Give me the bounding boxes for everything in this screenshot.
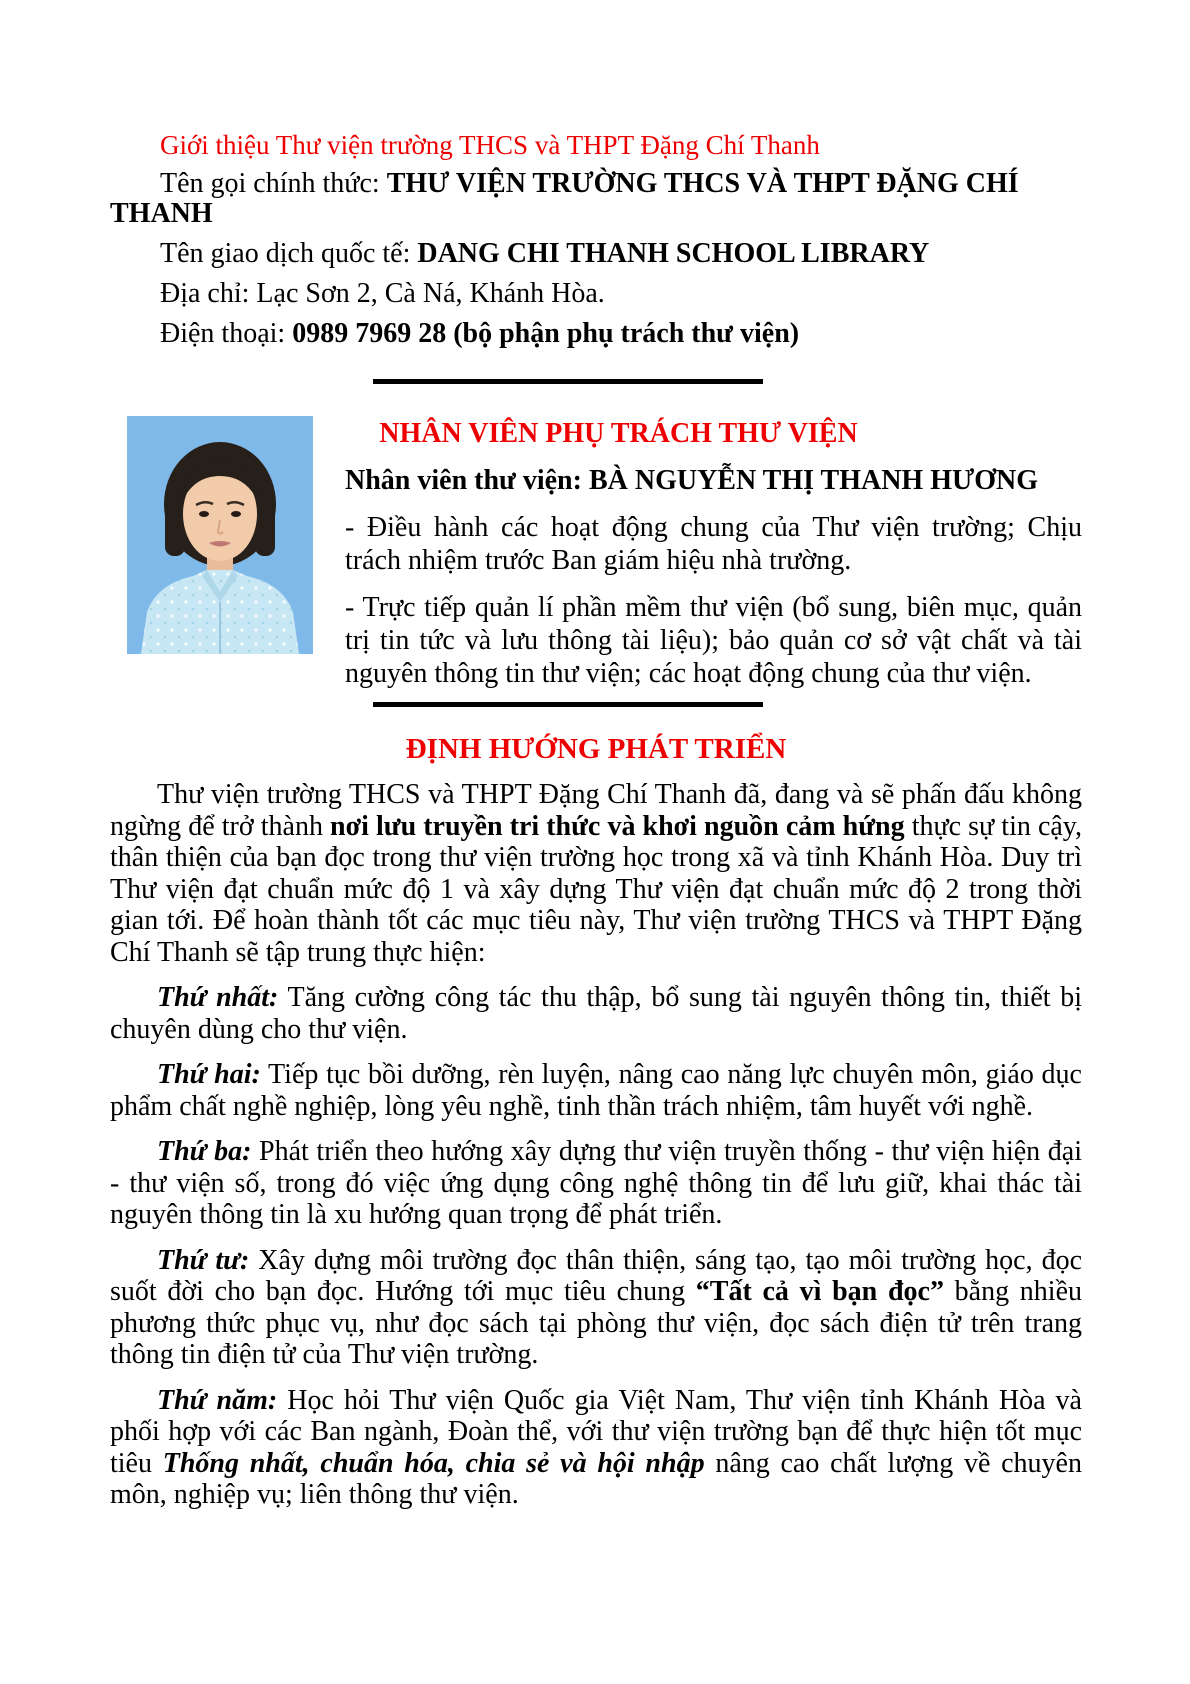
intro-part-bold: nơi lưu truyền tri thức và khơi nguồn cảm hứng — [330, 810, 905, 842]
staff-portrait-photo — [127, 416, 313, 654]
item-text: Tiếp tục bồi dưỡng, rèn luyện, nâng cao năng lực chuyên môn, giáo dục phẩm chất nghề nghiệp, lòng yêu nghề, tinh thần trách nhiệm, tâm huyết với nghề. — [110, 1059, 1082, 1122]
development-intro-paragraph — [110, 779, 1082, 968]
duty-item: - Trực tiếp quản lí phần mềm thư viện (bổ sung, biên mục, quản trị tin tức và lưu thông tài liệu); bảo quản cơ sở vật chất và tài nguyên thông tin thư viện; các hoạt động chung của thư viện. — [345, 592, 1082, 689]
staff-section-heading: NHÂN VIÊN PHỤ TRÁCH THƯ VIỆN — [379, 418, 858, 449]
address-label: Địa chỉ: — [160, 278, 257, 309]
item-lead: Thứ năm: — [157, 1384, 278, 1416]
development-item-3 — [110, 1136, 1082, 1231]
international-name-value: DANG CHI THANH SCHOOL LIBRARY — [417, 238, 930, 269]
intro-part: thực sự tin cậy, thân thiện của bạn đọc trong thư viện trường học trong xã và tỉnh Khánh Hòa. Duy trì Thư viện đạt chuẩn mức độ 1 và xây dựng Thư viện đạt chuẩn mức độ 2 trong thời gian tới. Để hoàn thành tốt các mục tiêu này, Thư viện trường THCS và THPT Đặng Chí Thanh sẽ tập trung thực hiện: — [110, 810, 1082, 968]
phone-value: 0989 7969 28 (bộ phận phụ trách thư viện) — [292, 318, 800, 349]
address-value: Lạc Sơn 2, Cà Ná, Khánh Hòa. — [256, 278, 605, 309]
development-section-heading: ĐỊNH HƯỚNG PHÁT TRIỂN — [405, 733, 787, 765]
official-name-line — [110, 169, 1082, 229]
section-divider — [373, 379, 763, 384]
international-name-label: Tên giao dịch quốc tế: — [160, 238, 418, 269]
phone-line — [110, 319, 1082, 349]
international-name-line — [110, 239, 1082, 269]
item-lead: Thứ tư: — [157, 1244, 250, 1276]
duty-item: - Điều hành các hoạt động chung của Thư viện trường; Chịu trách nhiệm trước Ban giám hiệu nhà trường. — [345, 512, 1082, 576]
official-name-value: THƯ VIỆN TRƯỜNG THCS VÀ THPT ĐẶNG CHÍ THANH — [110, 168, 1019, 229]
development-item-5 — [110, 1385, 1082, 1511]
official-name-label: Tên gọi chính thức: — [160, 168, 387, 199]
intro-title: Giới thiệu Thư viện trường THCS và THPT Đặng Chí Thanh — [160, 130, 820, 160]
item-lead: Thứ hai: — [157, 1059, 261, 1090]
item-text: Học hỏi Thư viện Quốc gia Việt Nam, Thư viện tỉnh Khánh Hòa và phối hợp với các Ban ngành, Đoàn thể, với thư viện trường bạn để thực hiện tốt mục tiêu — [110, 1384, 1082, 1479]
item-lead: Thứ ba: — [157, 1136, 252, 1167]
section-divider — [373, 702, 763, 707]
item-text: Phát triển theo hướng xây dựng thư viện truyền thống - thư viện hiện đại - thư viện số, trong đó việc ứng dụng công nghệ thông tin để lưu giữ, khai thác tài nguyên thông tin là xu hướng quan trọng để phát triển. — [110, 1136, 1082, 1230]
librarian-name-line — [345, 464, 1082, 497]
item-text-bold: “Tất cả vì bạn đọc” — [695, 1276, 944, 1307]
item-text: bằng nhiều phương thức phục vụ, như đọc sách tại phòng thư viện, đọc sách điện tử trên trang thông tin điện tử của Thư viện trường. — [110, 1276, 1082, 1370]
address-line — [110, 279, 1082, 309]
development-item-2 — [110, 1059, 1082, 1122]
staff-text-column — [345, 416, 1082, 690]
librarian-name-value: BÀ NGUYỄN THỊ THANH HƯƠNG — [588, 465, 1039, 496]
portrait-illustration — [127, 416, 313, 654]
intro-part: Thư viện trường THCS và THPT Đặng Chí Thanh đã, đang và sẽ phấn đấu không ngừng để trở thành — [110, 779, 1082, 842]
item-text: Xây dựng môi trường đọc thân thiện, sáng tạo, tạo môi trường học, đọc suốt đời cho bạn đọc. Hướng tới mục tiêu chung — [110, 1244, 1082, 1307]
development-item-1 — [110, 982, 1082, 1045]
librarian-name-label: Nhân viên thư viện: — [345, 465, 589, 496]
item-text: nâng cao chất lượng về chuyên môn, nghiệp vụ; liên thông thư viện. — [110, 1447, 1082, 1510]
item-lead: Thứ nhất: — [157, 982, 279, 1013]
development-item-4 — [110, 1245, 1082, 1371]
item-text: Tăng cường công tác thu thập, bổ sung tài nguyên thông tin, thiết bị chuyên dùng cho thư viện. — [110, 982, 1082, 1045]
staff-section — [110, 416, 1082, 690]
phone-label: Điện thoại: — [160, 318, 293, 349]
item-text-bold-italic: Thống nhất, chuẩn hóa, chia sẻ và hội nhập — [162, 1447, 705, 1479]
